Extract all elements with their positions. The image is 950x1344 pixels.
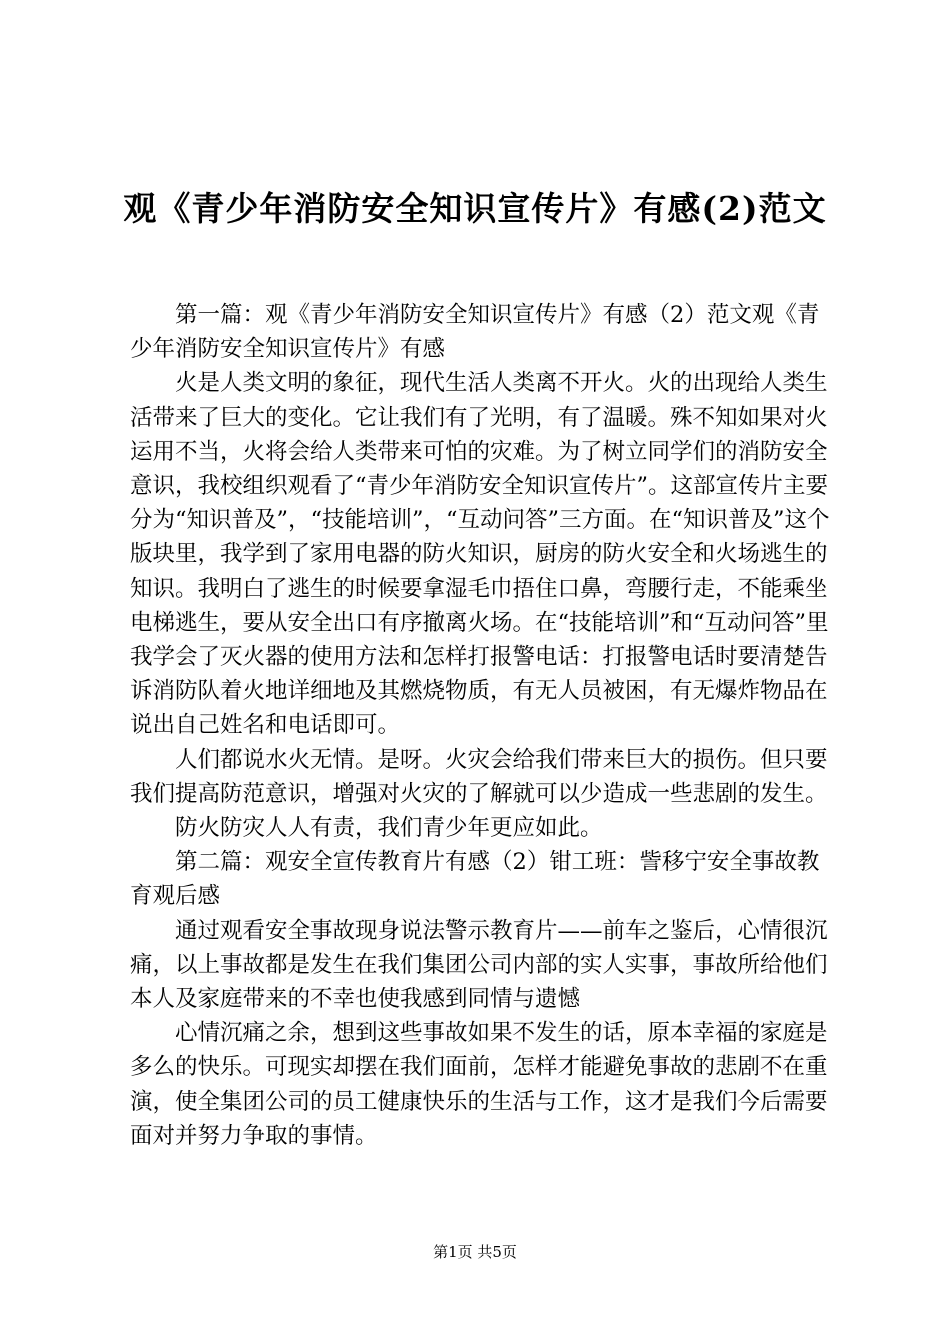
- paragraph-6: 通过观看安全事故现身说法警示教育片——前车之鉴后，心情很沉痛，以上事故都是发生在我们集团公司内部的实人实事，事故所给他们本人及家庭带来的不幸也使我感到同情与遗憾: [130, 917, 828, 1013]
- paragraph-5: 第二篇：观安全宣传教育片有感（2）钳工班：訾移宁安全事故教育观后感: [130, 849, 820, 910]
- document-title: 观《青少年消防安全知识宣传片》有感(2)范文: [123, 189, 827, 228]
- paragraph-3: 人们都说水火无情。是呀。火灾会给我们带来巨大的损伤。但只要我们提高防范意识，增强对火灾的了解就可以少造成一些悲剧的发生。: [130, 746, 828, 807]
- paragraph-4: 防火防灾人人有责，我们青少年更应如此。: [175, 815, 603, 842]
- paragraph-1: 第一篇：观《青少年消防安全知识宣传片》有感（2）范文观《青少年消防安全知识宣传片》有感: [130, 302, 820, 363]
- paragraph-2: 火是人类文明的象征，现代生活人类离不开火。火的出现给人类生活带来了巨大的变化。它让我们有了光明，有了温暖。殊不知如果对火运用不当，火将会给人类带来可怕的灾难。为了树立同学们的消防安全意识，我校组织观看了“青少年消防安全知识宣传片”。这部宣传片主要分为“知识普及”，“技能培训”，“互动问答”三方面。在“知识普及”这个版块里，我学到了家用电器的防火知识，厨房的防火安全和火场逃生的知识。我明白了逃生的时候要拿湿毛巾捂住口鼻，弯腰行走，不能乘坐电梯逃生，要从安全出口有序撤离火场。在“技能培训”和“互动问答”里我学会了灭火器的使用方法和怎样打报警电话：打报警电话时要清楚告诉消防队着火地详细地及其燃烧物质，有无人员被困，有无爆炸物品在说出自己姓名和电话即可。: [130, 370, 830, 739]
- paragraph-7: 心情沉痛之余，想到这些事故如果不发生的话，原本幸福的家庭是多么的快乐。可现实却摆在我们面前，怎样才能避免事故的悲剧不在重演，使全集团公司的员工健康快乐的生活与工作，这才是我们今后需要面对并努力争取的事情。: [130, 1020, 828, 1149]
- page-footer: 第1页 共5页: [433, 1243, 517, 1261]
- document-body: [130, 298, 830, 1153]
